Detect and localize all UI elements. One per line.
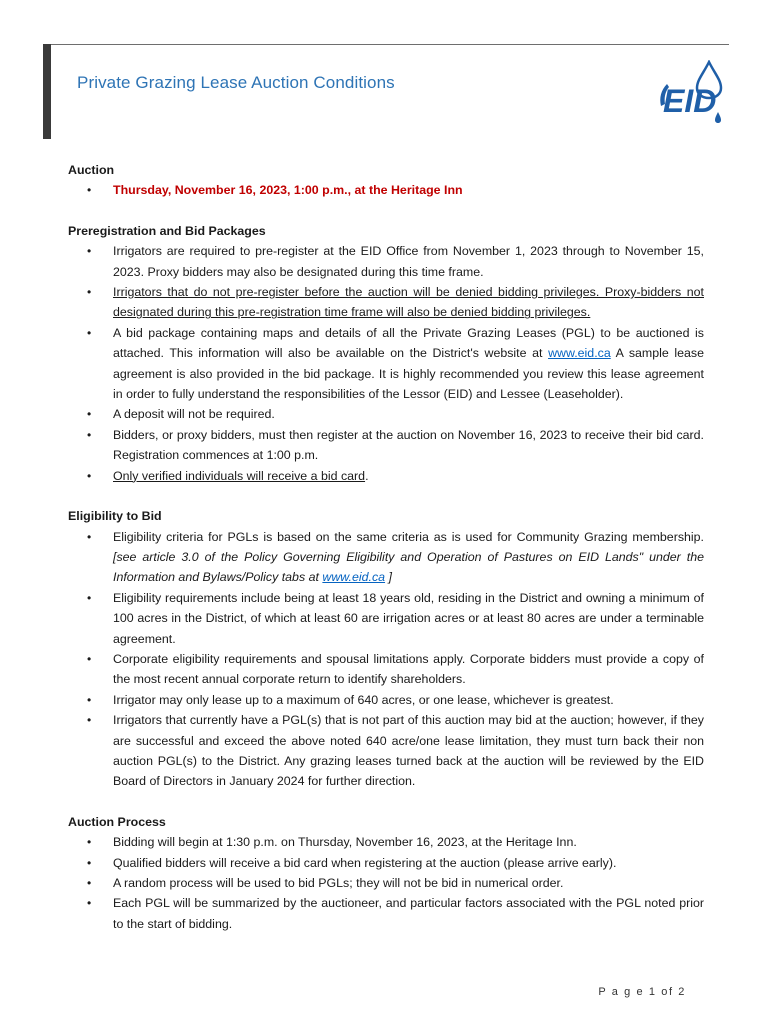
section-heading: Eligibility to Bid [68,509,162,524]
page-title: Private Grazing Lease Auction Conditions [77,73,395,92]
bullet-list [68,180,704,200]
section-heading: Auction [68,163,115,177]
logo-text: EID [663,83,717,119]
bullet-list [68,527,704,792]
text-run: A sample lease agreement is also provided in the bid package. It is highly recommended you review this lease agreement in order to fully understand the responsibilities of the Lessor (EID) and Lessee (Leaseholder). [113,346,704,402]
bullet-list [68,241,704,486]
text-run: Eligibility criteria for PGLs is based on the same criteria as is used for Community Grazing membership. [113,529,704,544]
header-rule [51,44,729,45]
list-item [68,527,704,588]
list-item: • A random process will be used to bid PGLs; they will not be bid in numerical order. [68,873,704,893]
section-heading: Auction Process [68,814,166,829]
underlined-text: Only verified individuals will receive a bid card [113,468,366,483]
list-item: • Corporate eligibility requirements and spousal limitations apply. Corporate bidders must provide a copy of the most recent annual corporate return to identify shareholders. [68,649,704,690]
list-item: • Bidding will begin at 1:30 p.m. on Thursday, November 16, 2023, at the Heritage Inn. [68,832,704,852]
underlined-text: Irrigators that do not pre-register before the auction will be denied bidding privileges. Proxy-bidders not designated during this pre-registration time frame will also be denied bidding privileges. [113,285,704,320]
website-link[interactable]: www.eid.ca [322,570,386,585]
italic-text: [see article 3.0 of the Policy Governing Eligibility and Operation of Pastures on EID Lands" under the Information and Bylaws/Policy tabs at [113,549,704,585]
list-item [68,323,704,405]
list-item [68,180,704,200]
list-item: • Eligibility requirements include being at least 18 years old, residing in the District and owning a minimum of 100 acres in the District, of which at least 60 are irrigation acres or at least 80 acres are under a terminable agreement. [68,588,704,649]
eid-logo-icon [657,60,727,126]
list-item [68,282,704,323]
list-item: • Irrigators that currently have a PGL(s) that is not part of this auction may bid at the auction; however, if they are successful and exceed the above noted 640 acre/one lease limitation, they must turn back their non auction PGL(s) to the District. Any grazing leases turned back at the auction will be reviewed by the EID Board of Directors in January 2024 for further direction. [68,710,704,792]
page-number: P a g e 1 of 2 [598,986,686,998]
section-auction [68,160,704,201]
list-item [68,466,704,486]
text-run: A bid package containing maps and details of all the Private Grazing Leases (PGL) to be auctioned is attached. This information will also be available on the District's website at [113,325,704,361]
list-item: • Irrigators are required to pre-register at the EID Office from November 1, 2023 through to November 15, 2023. Proxy bidders may also be designated during this time frame. [68,241,704,282]
list-item: • Bidders, or proxy bidders, must then register at the auction on November 16, 2023 to receive their bid card. Registration commences at 1:00 p.m. [68,425,704,466]
section-eligibility [68,506,704,792]
document-body [68,160,704,954]
text-run: . [365,468,369,483]
list-item: • Irrigator may only lease up to a maximum of 640 acres, or one lease, whichever is greatest. [68,690,704,710]
list-item: • Qualified bidders will receive a bid card when registering at the auction (please arrive early). [68,853,704,873]
header-accent-bar [43,44,51,139]
list-item: • A deposit will not be required. [68,404,704,424]
bullet-list [68,832,704,934]
auction-date-text: Thursday, November 16, 2023, 1:00 p.m., at the Heritage Inn [113,183,463,198]
section-heading: Preregistration and Bid Packages [68,223,266,238]
italic-text: ] [385,570,392,585]
section-preregistration [68,221,704,486]
section-auction-process [68,812,704,934]
website-link[interactable]: www.eid.ca [548,346,611,361]
list-item: • Each PGL will be summarized by the auctioneer, and particular factors associated with the PGL noted prior to the start of bidding. [68,893,704,934]
